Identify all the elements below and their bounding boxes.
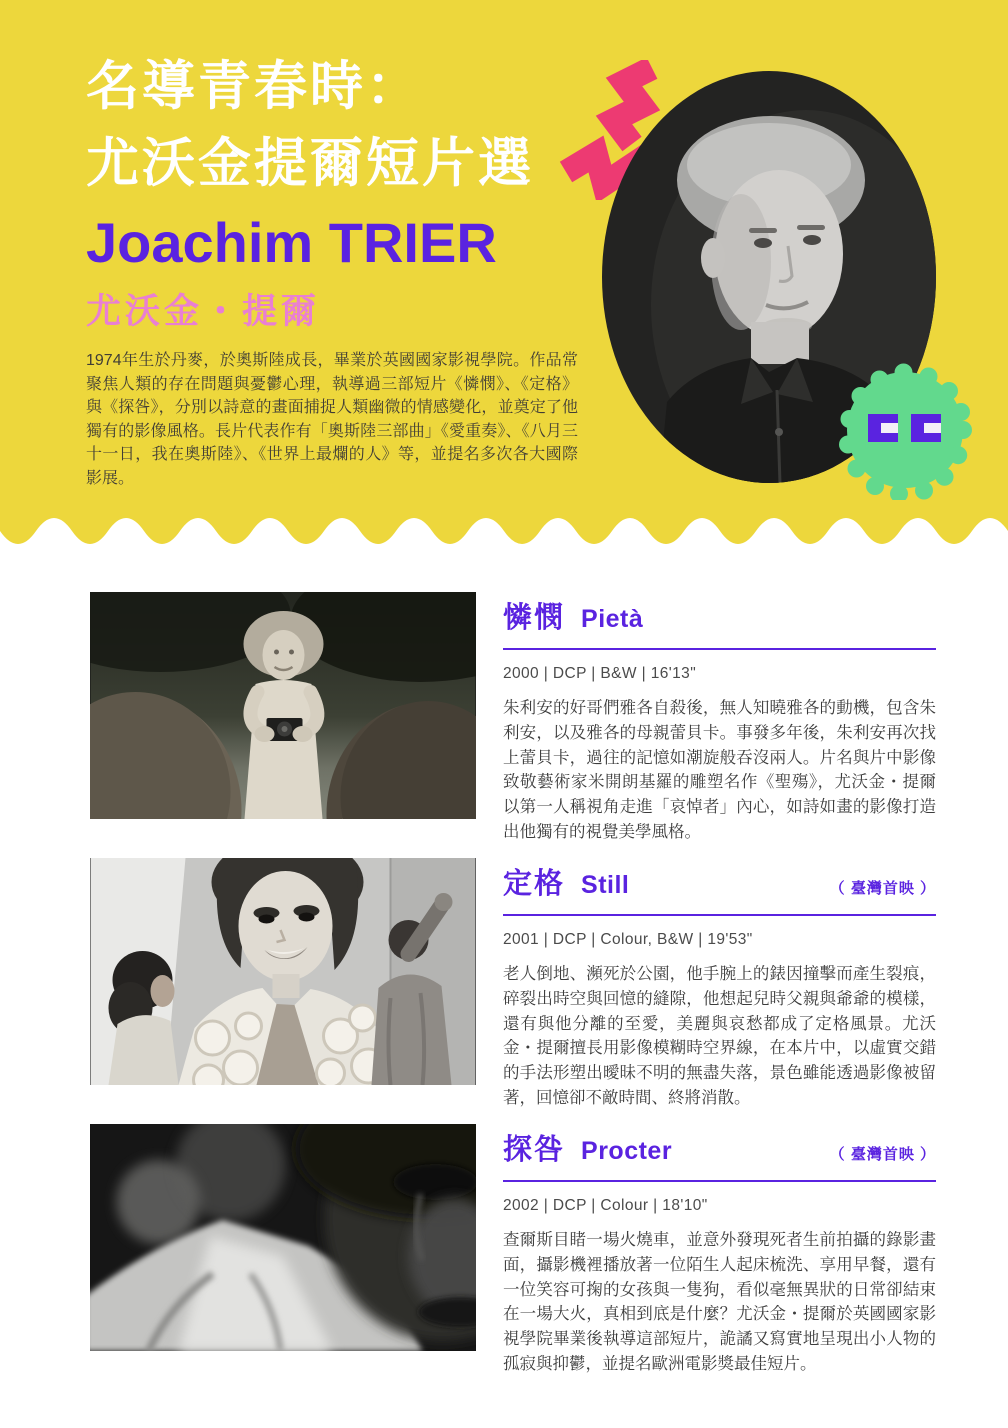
film-title-en: Still [581,871,630,899]
film-meta: 2000 | DCP | B&W | 16'13" [503,665,697,682]
film-meta: 2002 | DCP | Colour | 18'10" [503,1197,708,1214]
film-description: 老人倒地、瀕死於公園，他手腕上的錶因撞擊而產生裂痕，碎裂出時空與回憶的縫隙，他想起兒時父親與爺爺的模樣，還有與他分離的至愛，美麗與哀愁都成了定格風景。尤沃金・提爾擅長用影像模糊時空界線，在本片中，以虛實交錯的手法形塑出曖昧不明的無盡失落，景色雖能透過影像被留著，回憶卻不敵時間、終將消散。 [503,965,936,1107]
film-meta: 2001 | DCP | Colour, B&W | 19'53" [503,931,753,948]
page-title-line-1: 名導青春時： [86,57,422,116]
green-scallop-cc-badge-icon [835,360,975,500]
film-still-photo [90,1124,476,1351]
film-title-zh: 探咎 [503,1134,566,1166]
film-description: 查爾斯目睹一場火燒車，並意外發現死者生前拍攝的錄影畫面，攝影機裡播放著一位陌生人起床梳洗、享用早餐，還有一位笑容可掬的女孩與一隻狗，看似毫無異狀的日常卻結束在一場大火，真相到底是什麼？尤沃金・提爾於英國國家影視學院畢業後執導這部短片，詭譎又寫實地呈現出小人物的孤寂與抑鬱，並提名歐洲電影獎最佳短片。 [503,1231,936,1373]
director-name-en: Joachim TRIER [86,211,497,274]
film-description: 朱利安的好哥們雅各自殺後，無人知曉雅各的動機，包含朱利安，以及雅各的母親蕾貝卡。事發多年後，朱利安再次找上蕾貝卡，過往的記憶如潮旋般吞沒兩人。片名與片中影像致敬藝術家米開朗基羅的雕塑名作《聖殤》，尤沃金・提爾以第一人稱視角走進「哀悼者」內心，如詩如畫的影像打造出他獨有的視覺美學風格。 [503,699,936,841]
film-info [503,861,936,1111]
bw-still-model-poster [90,858,476,1085]
film-row-pieta [0,592,1008,841]
film-title-row [503,1127,936,1182]
film-title-zh: 憐憫 [503,602,566,634]
premiere-badge: （ 臺灣首映 ） [829,1146,936,1163]
director-bio: 1974年生於丹麥，於奧斯陸成長，畢業於英國國家影視學院。作品常聚焦人類的存在問題與憂鬱心理，執導過三部短片《憐憫》、《定格》與《探咎》，分別以詩意的畫面捕捉人類幽微的情感變化，並奠定了他獨有的影像風格。長片代表作有「奧斯陸三部曲」《愛重奏》、《八月三十一日，我在奧斯陸》、《世界上最爛的人》等，並提名多次各大國際影展。 [86,352,578,487]
film-still-photo [90,592,476,819]
film-row-procter [0,1124,1008,1373]
film-title-en: Procter [581,1137,673,1165]
bw-still-woman-with-camera [90,592,476,819]
wave-divider [0,514,1008,548]
page-title-line-2: 尤沃金提爾短片選 [86,134,534,193]
director-name-zh: 尤沃金・提爾 [86,292,321,331]
film-info [503,1127,936,1377]
premiere-badge: （ 臺灣首映 ） [829,880,936,897]
film-title-zh: 定格 [503,868,566,900]
page-title [86,48,534,202]
bw-still-dark-closeup [90,1124,476,1351]
film-info [503,595,936,845]
film-still-photo [90,858,476,1085]
film-row-still [0,858,1008,1107]
film-title-en: Pietà [581,605,644,633]
film-title-row [503,861,936,916]
hero-section [0,0,1008,548]
film-title-row [503,595,936,650]
